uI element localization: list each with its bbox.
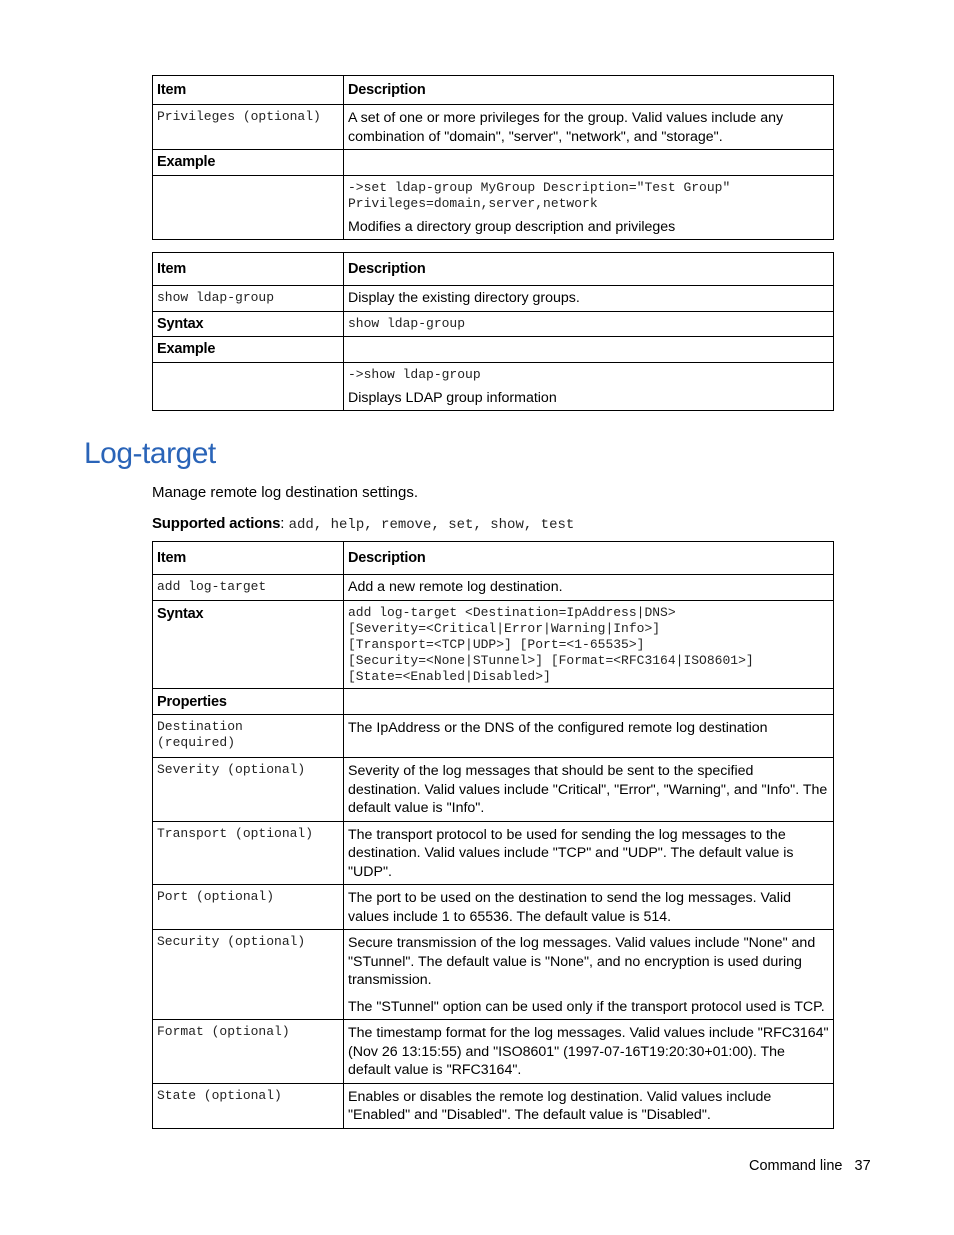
- syntax-label: Syntax: [157, 605, 204, 622]
- page-number: 37: [854, 1158, 871, 1174]
- property-row: [153, 930, 834, 1020]
- supported-actions-label: Supported actions: [152, 515, 281, 532]
- syntax-line: [Transport=<TCP|UDP>] [Port=<1-65535>]: [348, 636, 645, 652]
- example-label: Example: [157, 341, 216, 357]
- property-description: Secure transmission of the log messages. Valid values include "None" and "STunnel". The default value is "None", and no encryption is used during transmission.: [348, 935, 816, 988]
- example-row: [153, 362, 834, 411]
- property-description-note: The "STunnel" option can be used only if the transport protocol used is TCP.: [348, 998, 825, 1015]
- example-code-line2: Privileges=domain,server,network: [348, 195, 598, 211]
- property-description: The timestamp format for the log messages. Valid values include "RFC3164" (Nov 26 13:15:55) and "ISO8601" (1997-07-16T19:20:30+01:00). The default value is "RFC3164".: [348, 1025, 829, 1078]
- property-name: Security (optional): [157, 934, 306, 949]
- table-row: [153, 575, 834, 601]
- example-label: Example: [157, 154, 216, 170]
- syntax-code: show ldap-group: [348, 315, 466, 331]
- property-row: [153, 885, 834, 930]
- syntax-line: [State=<Enabled|Disabled>]: [348, 668, 551, 684]
- syntax-line: add log-target <Destination=IpAddress|DNS>: [348, 604, 676, 620]
- privileges-description: A set of one or more privileges for the group. Valid values include any combination of "domain", "server", "network", and "storage".: [348, 110, 784, 145]
- property-row: [153, 758, 834, 822]
- property-description: Severity of the log messages that should be sent to the specified destination. Valid values include "Critical", "Error", "Warning", and "Info". The default value is "Info".: [348, 763, 828, 816]
- property-row: [153, 821, 834, 885]
- syntax-line: [Severity=<Critical|Error|Warning|Info>]: [348, 620, 661, 636]
- description-header: Description: [348, 261, 426, 277]
- example-code: ->show ldap-group: [348, 366, 481, 382]
- syntax-line: [Security=<None|STunnel>] [Format=<RFC3164|ISO8601>]: [348, 652, 754, 668]
- show-ldap-group-item: show ldap-group: [157, 290, 275, 305]
- example-label-row: [153, 337, 834, 363]
- item-header: Item: [157, 261, 187, 277]
- property-name: Port (optional): [157, 889, 275, 904]
- table-row: [153, 286, 834, 312]
- property-row: [153, 1020, 834, 1084]
- example-description: Displays LDAP group information: [348, 389, 557, 406]
- property-name: Format (optional): [157, 1024, 290, 1039]
- show-ldap-group-table: [152, 252, 834, 411]
- property-row: [153, 715, 834, 758]
- description-header: Description: [348, 550, 426, 566]
- page-footer: [749, 1158, 871, 1174]
- supported-actions-list: add, help, remove, set, show, test: [288, 517, 575, 533]
- property-description: Enables or disables the remote log destination. Valid values include "Enabled" and "Disabled". The default value is "Disabled".: [348, 1088, 772, 1123]
- properties-label-row: [153, 688, 834, 715]
- syntax-row: [153, 311, 834, 337]
- property-name-qualifier: (required): [157, 735, 236, 750]
- property-description: The port to be used on the destination to send the log messages. Valid values include 1 to 65536. The default value is 514.: [348, 890, 791, 925]
- syntax-label: Syntax: [157, 315, 204, 332]
- supported-actions-separator: :: [280, 515, 289, 532]
- ldap-group-set-table: [152, 75, 834, 240]
- syntax-row: [153, 600, 834, 688]
- property-name: Severity (optional): [157, 762, 306, 777]
- properties-label: Properties: [157, 693, 227, 710]
- property-description: The transport protocol to be used for sending the log messages to the destination. Valid values include "TCP" and "UDP". The default value is "UDP".: [348, 826, 794, 880]
- add-log-target-description: Add a new remote log destination.: [348, 579, 563, 595]
- table-row: [153, 105, 834, 150]
- item-header: Item: [157, 550, 187, 566]
- property-description: The IpAddress or the DNS of the configured remote log destination: [348, 720, 768, 736]
- footer-section: Command line: [749, 1158, 843, 1174]
- supported-actions: [152, 515, 574, 533]
- property-row: [153, 1083, 834, 1128]
- property-name: State (optional): [157, 1087, 282, 1103]
- section-intro: Manage remote log destination settings.: [152, 484, 418, 501]
- example-label-row: [153, 150, 834, 176]
- add-log-target-item: add log-target: [157, 579, 267, 594]
- description-header: Description: [348, 82, 426, 98]
- example-code-line1: ->set ldap-group MyGroup Description="Test Group": [348, 179, 731, 195]
- property-name: Destination: [157, 719, 243, 734]
- table-header-row: [153, 542, 834, 575]
- show-ldap-group-description: Display the existing directory groups.: [348, 290, 580, 306]
- item-header: Item: [157, 82, 187, 98]
- privileges-item: Privileges (optional): [157, 109, 321, 124]
- table-header-row: [153, 253, 834, 286]
- table-header-row: [153, 76, 834, 105]
- example-description: Modifies a directory group description and privileges: [348, 218, 676, 235]
- log-target-table: [152, 541, 834, 1129]
- example-row: [153, 175, 834, 240]
- property-name: Transport (optional): [157, 825, 314, 841]
- section-title: Log-target: [84, 437, 216, 470]
